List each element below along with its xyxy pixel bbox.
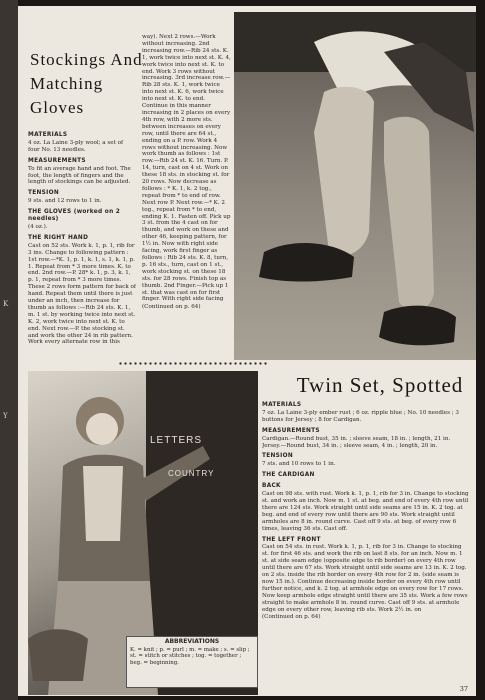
twin-materials-text: 7 oz. La Laine 3-ply ember rust ; 6 oz. ripple blue ; No. 10 needles ; 3 buttons for Jersey ; 8 for Cardigan.: [262, 409, 459, 423]
measurements-text: To fit an average hand and foot. The foot, the length of fingers and the length of stockings can be adjusted.: [28, 165, 131, 186]
stockings-title: Stockings And Matching Gloves: [30, 50, 143, 117]
materials-text: 4 oz. La Laine 3-ply wool; a set of four No. 13 needles.: [28, 139, 124, 153]
divider-dots: [118, 361, 268, 367]
page-number: 37: [459, 685, 468, 693]
continued-note: (Continued on p. 64): [142, 304, 201, 311]
materials-heading: MATERIALS: [28, 132, 68, 138]
tension-heading: TENSION: [28, 190, 59, 197]
twin-tension-text: 7 sts. and 10 rows to 1 in.: [262, 461, 336, 468]
left-front-heading: THE LEFT FRONT: [262, 536, 321, 543]
stockings-column-2: [142, 34, 232, 358]
mailbox-sign-country: COUNTRY: [168, 469, 215, 478]
stockings-column-1: [28, 128, 136, 360]
back-heading: BACK: [262, 483, 281, 490]
twin-materials-heading: MATERIALS: [262, 402, 302, 408]
cardigan-heading: THE CARDIGAN: [262, 472, 315, 479]
measurements-heading: MEASUREMENTS: [28, 157, 86, 164]
right-hand-heading: THE RIGHT HAND: [28, 234, 89, 241]
twin-measurements-heading: MEASUREMENTS: [262, 427, 320, 434]
strip-letter: K: [3, 300, 9, 308]
abbreviations-text: K. = knit ; p. = purl ; m. = make ; s. = slip ; st. = stitch or stitches ; tog. = together ; beg. = beginning.: [130, 646, 250, 666]
mailbox-sign-letters: LETTERS: [150, 435, 203, 446]
back-text: Cast on 98 sts. with rust. Work k. 1, p. 1, rib for 3 in. Change to stocking st. and work an inch. Now m. 1 st. at beg. and end of every 4th row until there are 124 sts. Work straight until side seams are 15 in. K. 2 tog. at beg. and end of every row until there are 90 sts. Work straight until armholes are 8 in. round curve. Cast off 9 sts. at beg. of every row 6 times, leaving 36 sts. Cast off.: [262, 491, 469, 532]
stockings-illustration: [234, 12, 476, 360]
twin-continued-note: (Continued on p. 64): [262, 614, 321, 621]
twin-tension-heading: TENSION: [262, 453, 293, 460]
magazine-page: [18, 6, 476, 696]
twin-set-title: Twin Set, Spotted: [296, 373, 464, 397]
abbreviations-title: ABBREVIATIONS: [164, 638, 220, 645]
strip-letter: Y: [3, 412, 8, 420]
right-hand-text: Cast on 52 sts. Work k. 1, p. 1, rib for 3 ins. Change to following pattern : 1st row.—*K. 1, p. 1, k. 1, s. 1, k. 1, p. 1. Repeat from * 3 more times. K. to end. 2nd row.—P. 28* k. 1, p. 3, k. 1, p. 1, repeat from * 3 more times. These 2 rows form pattern for back of hand. Repeat them until there is just under an inch, then increase for thumb as follows :—Rib 24 sts. K. 1, m. 1 st. by working twice into next st. K. 2, work twice into next st. K. to end. Next row.—P. the stocking st. and work the other 24 in rib pattern. Work every alternate row in this: [28, 242, 136, 346]
left-front-text: Cast on 54 sts. in rust. Work k. 1, p. 1, rib for 3 in. Change to stocking st. for first 46 sts. and work the rib on last 8 sts. for an inch. Now m. 1 st. at side seam edge (opposite edge to rib border) on every 4th row until there are 67 sts. Work straight until side seams are 13 in. K. 2 tog. on 2 sts. inside the rib border on every 4th row for 2 in. (side seam is now 15 in.). Continue decreasing inside border on every 4th row until further notice, and k. 2 tog. at armhole edge on every row for 17 rows. Now keep armhole edge straight until there are 35 sts. Work a few rows straight to make armhole 8 in. round curve. Cast off 9 sts. at armhole edge on every other row, leaving rib sts. Work 2½ in. on: [262, 544, 468, 613]
gloves-subtext: (4 oz.).: [28, 223, 48, 230]
twin-set-column: [262, 398, 470, 682]
adjacent-page-strip: [0, 0, 18, 700]
abbreviations-box: [126, 636, 258, 688]
twin-measurements-text: Cardigan.—Round bust, 35 in. ; sleeve seam, 18 in. ; length, 21 in. Jersey.—Round bust, 34 in. ; sleeve seam, 4 in. ; length, 20 in.: [262, 435, 451, 449]
stockings-photo: [234, 12, 476, 360]
tension-text: 9 sts. and 12 rows to 1 in.: [28, 198, 102, 205]
stockings-col2-text: way). Next 2 rows.—Work without increasing. 2nd increasing row.—Rib 24 sts. K. 1, work twice into next st. K. 4, work twice into next st. K. to end. Work 3 rows without increasing. 3rd increase row.—Rib 28 sts. K. 1, work twice into next st. K. 6, work twice into next st. K. to end. Continue in this manner increasing in 2 places on every 4th row, with 2 more sts. between increases on every row, until there are 64 st., ending on a P. row. Work 4 rows without increasing. Now work thumb as follows : 1st row.—Rib 24 st. K. 16. Turn. P. 14, turn, cast on 4 st. Work on these 18 sts. in stocking st. for 20 rows. Now decrease as follows : * K. 1, k. 2 tog., repeat from * to end of row. Next row P. Next row.—* K. 2 tog., repeat from * to end, ending K. 1. Fasten off. Pick up 3 st. from the 4 cast on for thumb, and work on these and other 46, keeping pattern, for 1½ in. Now with right side facing, work first finger as follows : Rib 24 sts. K. 8, turn, p. 16 sts., turn, cast on 1 st., work stocking st. on these 18 sts. for 28 rows. Finish top as thumb. 2nd Finger.—Pick up 1 st. that was cast on for first finger. With right side facing: [142, 34, 231, 303]
gloves-heading: THE GLOVES (worked on 2 needles): [28, 209, 121, 223]
